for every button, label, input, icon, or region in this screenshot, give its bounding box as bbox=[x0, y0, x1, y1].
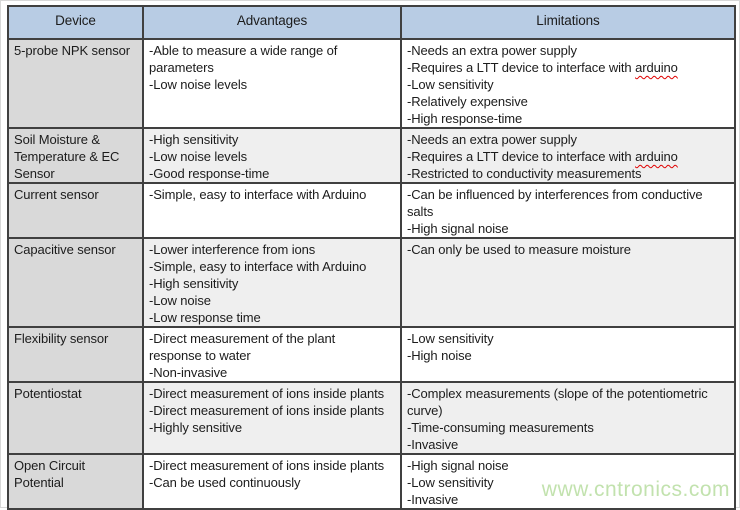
cell-item: -Low sensitivity bbox=[407, 475, 494, 490]
cell-item: -Invasive bbox=[407, 492, 459, 507]
table-body bbox=[8, 39, 735, 509]
cell-item: Capacitive sensor bbox=[14, 242, 116, 257]
cell-item: -Low sensitivity bbox=[407, 77, 494, 92]
cell-item: Soil Moisture & Temperature & EC Sensor bbox=[14, 132, 120, 181]
cell-item: -High signal noise bbox=[407, 221, 509, 236]
cell-item: -High response-time bbox=[407, 111, 523, 126]
sensor-comparison-table bbox=[7, 5, 736, 510]
table-row bbox=[8, 128, 735, 183]
cell-item: -Can only be used to measure moisture bbox=[407, 242, 631, 257]
cell-item: -Can be used continuously bbox=[149, 475, 301, 490]
cell-item: Open Circuit Potential bbox=[14, 458, 86, 490]
cell-item: -High noise bbox=[407, 348, 472, 363]
cell-item: -Low noise levels bbox=[149, 149, 248, 164]
device-cell bbox=[8, 238, 143, 327]
cell-item: -Simple, easy to interface with Arduino bbox=[149, 187, 367, 202]
advantages-cell bbox=[143, 327, 401, 382]
limitations-cell bbox=[401, 382, 735, 454]
misspelled-word: arduino bbox=[635, 149, 678, 164]
cell-item: -Direct measurement of ions inside plants bbox=[149, 403, 385, 418]
advantages-cell bbox=[143, 454, 401, 509]
cell-item: -High signal noise bbox=[407, 458, 509, 473]
column-header-advantages: Advantages bbox=[143, 6, 401, 39]
cell-item: -Direct measurement of the plant response to water bbox=[149, 331, 336, 363]
limitations-cell bbox=[401, 238, 735, 327]
cell-item: -Needs an extra power supply bbox=[407, 43, 577, 58]
cell-item: -Highly sensitive bbox=[149, 420, 242, 435]
table-row bbox=[8, 238, 735, 327]
column-header-limitations: Limitations bbox=[401, 6, 735, 39]
cell-item: -Simple, easy to interface with Arduino bbox=[149, 259, 367, 274]
limitations-cell bbox=[401, 327, 735, 382]
cell-item: Flexibility sensor bbox=[14, 331, 109, 346]
device-cell bbox=[8, 454, 143, 509]
advantages-cell bbox=[143, 238, 401, 327]
cell-item: -Restricted to conductivity measurements bbox=[407, 166, 642, 181]
cell-item: -Low response time bbox=[149, 310, 261, 325]
cell-item: -Good response-time bbox=[149, 166, 270, 181]
device-cell bbox=[8, 183, 143, 238]
table-row bbox=[8, 382, 735, 454]
cell-item: -Time-consuming measurements bbox=[407, 420, 594, 435]
device-cell bbox=[8, 382, 143, 454]
table-row bbox=[8, 39, 735, 128]
cell-item: -Complex measurements (slope of the potentiometric curve) bbox=[407, 386, 708, 418]
limitations-cell bbox=[401, 128, 735, 183]
cell-item: 5-probe NPK sensor bbox=[14, 43, 130, 58]
device-cell bbox=[8, 128, 143, 183]
misspelled-word: arduino bbox=[635, 60, 678, 75]
device-cell bbox=[8, 39, 143, 128]
device-cell bbox=[8, 327, 143, 382]
cell-item: Potentiostat bbox=[14, 386, 82, 401]
advantages-cell bbox=[143, 128, 401, 183]
cell-item: -Direct measurement of ions inside plants bbox=[149, 386, 385, 401]
table-row bbox=[8, 327, 735, 382]
cell-item: -Able to measure a wide range of parameters bbox=[149, 43, 338, 75]
header-row bbox=[8, 6, 735, 39]
cell-item: -Requires a LTT device to interface with arduino bbox=[407, 60, 678, 75]
cell-item: -Requires a LTT device to interface with arduino bbox=[407, 149, 678, 164]
cell-item: -Low noise levels bbox=[149, 77, 248, 92]
document-page bbox=[1, 1, 739, 507]
advantages-cell bbox=[143, 382, 401, 454]
cell-item: -Relatively expensive bbox=[407, 94, 528, 109]
cell-item: -High sensitivity bbox=[149, 132, 239, 147]
cell-item: -High sensitivity bbox=[149, 276, 239, 291]
cell-item: -Direct measurement of ions inside plants bbox=[149, 458, 385, 473]
cell-item: Current sensor bbox=[14, 187, 99, 202]
column-header-device: Device bbox=[8, 6, 143, 39]
cell-item: -Low noise bbox=[149, 293, 211, 308]
advantages-cell bbox=[143, 39, 401, 128]
watermark-text: www.cntronics.com bbox=[541, 478, 730, 501]
cell-item: -Non-invasive bbox=[149, 365, 228, 380]
cell-item: -Can be influenced by interferences from conductive salts bbox=[407, 187, 703, 219]
table-row bbox=[8, 183, 735, 238]
limitations-cell bbox=[401, 183, 735, 238]
advantages-cell bbox=[143, 183, 401, 238]
cell-item: -Low sensitivity bbox=[407, 331, 494, 346]
cell-item: -Invasive bbox=[407, 437, 459, 452]
limitations-cell bbox=[401, 39, 735, 128]
cell-item: -Lower interference from ions bbox=[149, 242, 316, 257]
cell-item: -Needs an extra power supply bbox=[407, 132, 577, 147]
